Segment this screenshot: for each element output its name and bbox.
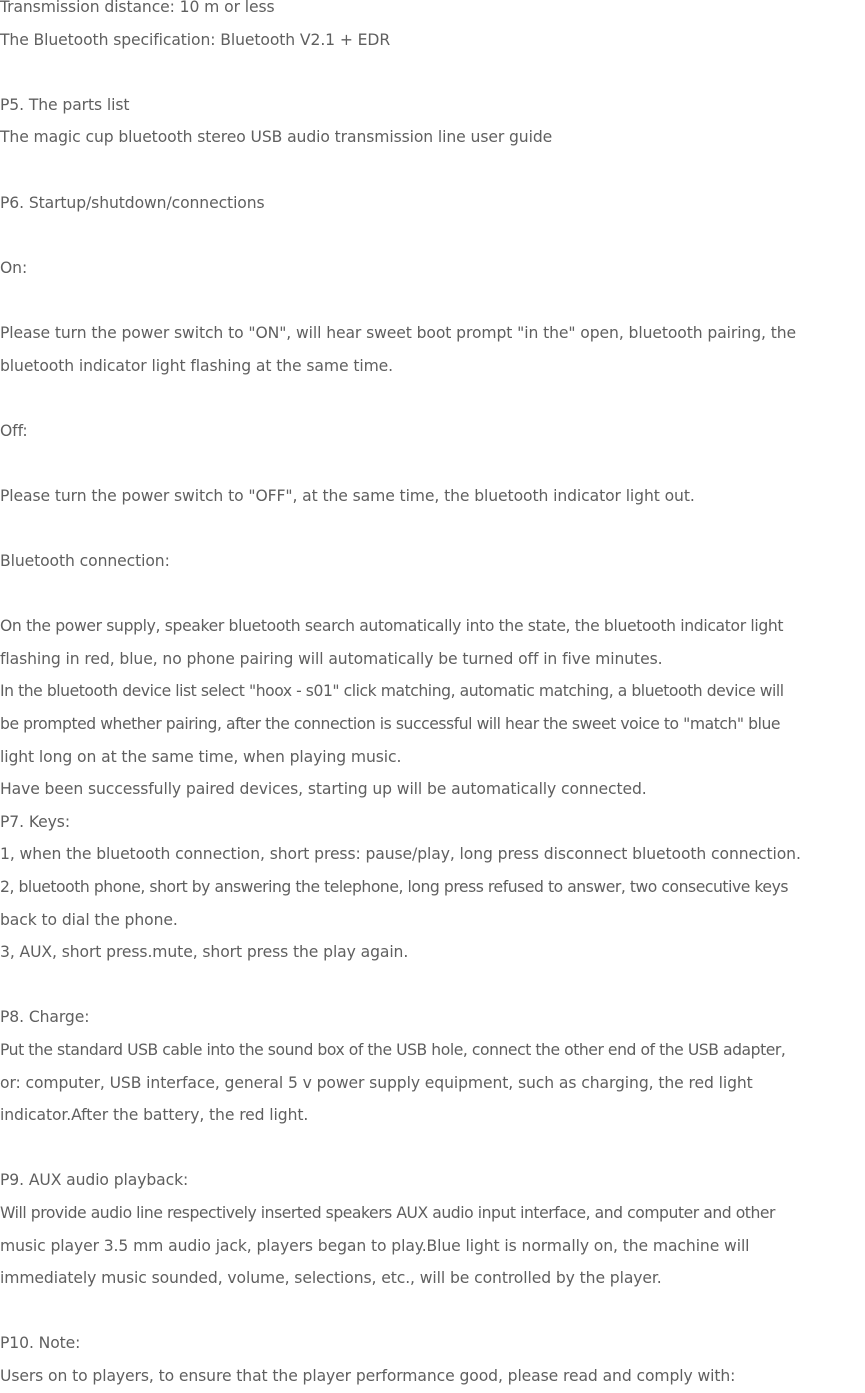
- blank-line: [0, 1132, 865, 1165]
- keys-item-2: 2, bluetooth phone, short by answering the telephone, long press refused to answer, two consecutive keys: [0, 878, 789, 897]
- paragraph-line: be prompted whether pairing, after the connection is successful will hear the sweet voice to "match" blue: [0, 715, 781, 734]
- keys-item-3: 3, AUX, short press.mute, short press the play again.: [0, 943, 409, 962]
- section-heading-p9: P9. AUX audio playback:: [0, 1171, 189, 1190]
- keys-item-2-continued: back to dial the phone.: [0, 910, 178, 929]
- blank-line: [0, 284, 865, 317]
- blank-line: [0, 513, 865, 546]
- blank-line: [0, 56, 865, 89]
- paragraph-line: bluetooth indicator light flashing at the same time.: [0, 356, 394, 375]
- section-heading-p5: P5. The parts list: [0, 95, 130, 114]
- spec-transmission-distance: Transmission distance: 10 m or less: [0, 0, 275, 16]
- paragraph-line: Please turn the power switch to "OFF", at the same time, the bluetooth indicator light out.: [0, 486, 695, 505]
- blank-line: [0, 969, 865, 1002]
- parts-list-item: The magic cup bluetooth stereo USB audio transmission line user guide: [0, 128, 553, 147]
- section-heading-p7: P7. Keys:: [0, 812, 70, 831]
- spec-bluetooth-version: The Bluetooth specification: Bluetooth V2.1 + EDR: [0, 30, 391, 49]
- paragraph-line: flashing in red, blue, no phone pairing will automatically be turned off in five minutes.: [0, 649, 663, 668]
- paragraph-line: Have been successfully paired devices, starting up will be automatically connected.: [0, 780, 647, 799]
- section-heading-p10: P10. Note:: [0, 1334, 81, 1353]
- paragraph-line: On the power supply, speaker bluetooth search automatically into the state, the bluetooth indicator light: [0, 617, 784, 636]
- paragraph-line: music player 3.5 mm audio jack, players began to play.Blue light is normally on, the machine will: [0, 1236, 750, 1255]
- paragraph-line: Users on to players, to ensure that the player performance good, please read and comply with:: [0, 1366, 736, 1385]
- paragraph-line: Will provide audio line respectively inserted speakers AUX audio input interface, and computer and other: [0, 1203, 776, 1222]
- paragraph-line: In the bluetooth device list select "hoox - s01" click matching, automatic matching, a bluetooth device will: [0, 682, 784, 701]
- blank-line: [0, 1295, 865, 1328]
- blank-line: [0, 578, 865, 611]
- paragraph-line: Put the standard USB cable into the sound box of the USB hole, connect the other end of the USB adapter,: [0, 1041, 786, 1059]
- paragraph-line: light long on at the same time, when playing music.: [0, 747, 402, 766]
- subheading-bluetooth-connection: Bluetooth connection:: [0, 552, 170, 571]
- blank-line: [0, 382, 865, 415]
- section-heading-p6: P6. Startup/shutdown/connections: [0, 193, 265, 212]
- blank-line: [0, 447, 865, 480]
- paragraph-line: Please turn the power switch to "ON", will hear sweet boot prompt "in the" open, bluetooth pairing, the: [0, 323, 797, 342]
- subheading-on: On:: [0, 258, 28, 277]
- blank-line: [0, 154, 865, 187]
- blank-line: [0, 219, 865, 252]
- paragraph-line: immediately music sounded, volume, selections, etc., will be controlled by the player.: [0, 1269, 662, 1288]
- keys-item-1: 1, when the bluetooth connection, short press: pause/play, long press disconnect bluetooth connection.: [0, 845, 801, 864]
- paragraph-line: indicator.After the battery, the red light.: [0, 1106, 309, 1125]
- section-heading-p8: P8. Charge:: [0, 1008, 90, 1027]
- paragraph-line: or: computer, USB interface, general 5 v power supply equipment, such as charging, the red light: [0, 1073, 753, 1092]
- subheading-off: Off:: [0, 421, 28, 440]
